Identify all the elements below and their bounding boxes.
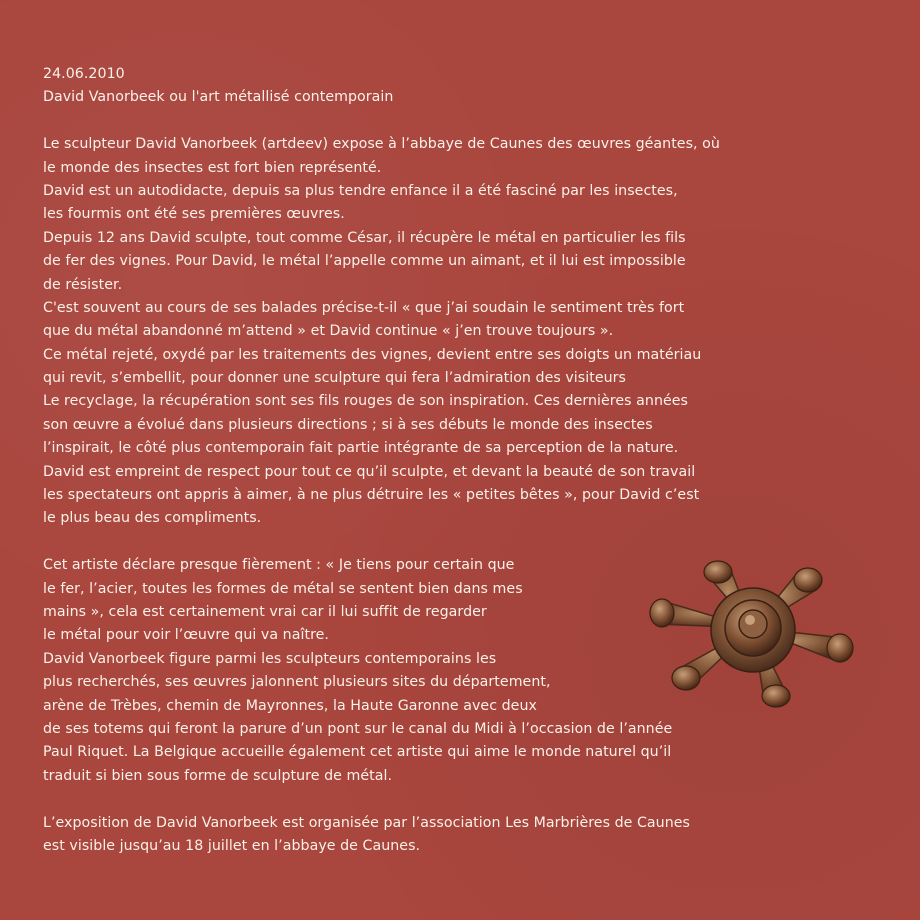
text-line: que du métal abandonné m’attend » et David continue « j’en trouve toujours ».: [43, 323, 614, 340]
text-line: l’inspirait, le côté plus contemporain fait partie intégrante de sa perception de la nature.: [43, 440, 679, 457]
text-line: L’exposition de David Vanorbeek est organisée par l’association Les Marbrières de Caunes: [43, 814, 690, 831]
text-line: son œuvre a évolué dans plusieurs directions ; si à ses débuts le monde des insectes: [43, 416, 653, 433]
paragraph-exhibition: [43, 812, 883, 859]
metal-sculpture-image: [648, 558, 858, 708]
paragraph-intro: [43, 133, 883, 531]
text-line: de résister.: [43, 276, 123, 293]
text-line: David est empreint de respect pour tout ce qu’il sculpte, et devant la beauté de son travail: [43, 463, 696, 480]
text-line: arène de Trèbes, chemin de Mayronnes, la Haute Garonne avec deux: [43, 697, 537, 714]
text-line: traduit si bien sous forme de sculpture de métal.: [43, 767, 393, 784]
text-line: les spectateurs ont appris à aimer, à ne plus détruire les « petites bêtes », pour David c’est: [43, 487, 700, 504]
text-line: David est un autodidacte, depuis sa plus tendre enfance il a été fasciné par les insectes,: [43, 182, 678, 199]
sculpture-hub: [711, 588, 795, 672]
text-line: Paul Riquet. La Belgique accueille également cet artiste qui aime le monde naturel qu’il: [43, 744, 672, 761]
text-line: le métal pour voir l’œuvre qui va naître.: [43, 627, 329, 644]
text-line: C'est souvent au cours de ses balades précise-t-il « que j’ai soudain le sentiment très fort: [43, 299, 685, 316]
text-line: Cet artiste déclare presque fièrement : « Je tiens pour certain que: [43, 557, 515, 574]
spacer: [43, 531, 883, 554]
text-line: de fer des vignes. Pour David, le métal l’appelle comme un aimant, et il lui est impossible: [43, 253, 686, 270]
text-line: Depuis 12 ans David sculpte, tout comme César, il récupère le métal en particulier les fils: [43, 229, 686, 246]
text-line: le fer, l’acier, toutes les formes de métal se sentent bien dans mes: [43, 580, 523, 597]
text-line: est visible jusqu’au 18 juillet en l’abbaye de Caunes.: [43, 837, 421, 854]
spacer: [43, 110, 883, 133]
article: [43, 63, 883, 858]
spacer: [43, 788, 883, 811]
article-date: 24.06.2010: [43, 66, 125, 82]
text-line: de ses totems qui feront la parure d’un pont sur le canal du Midi à l’occasion de l’année: [43, 720, 673, 737]
text-line: Ce métal rejeté, oxydé par les traitements des vignes, devient entre ses doigts un matériau: [43, 346, 702, 363]
text-line: David Vanorbeek figure parmi les sculpteurs contemporains les: [43, 650, 497, 667]
text-line: les fourmis ont été ses premières œuvres.: [43, 206, 345, 223]
text-line: Le recyclage, la récupération sont ses fils rouges de son inspiration. Ces dernières années: [43, 393, 688, 410]
article-title: David Vanorbeek ou l'art métallisé contemporain: [43, 89, 394, 106]
text-line: le monde des insectes est fort bien représenté.: [43, 159, 382, 176]
text-line: le plus beau des compliments.: [43, 510, 262, 527]
text-line: qui revit, s’embellit, pour donner une sculpture qui fera l’admiration des visiteurs: [43, 370, 626, 387]
text-line: plus recherchés, ses œuvres jalonnent plusieurs sites du département,: [43, 674, 551, 691]
text-line: mains », cela est certainement vrai car il lui suffit de regarder: [43, 603, 487, 620]
text-line: Le sculpteur David Vanorbeek (artdeev) expose à l’abbaye de Caunes des œuvres géantes, où: [43, 136, 720, 153]
